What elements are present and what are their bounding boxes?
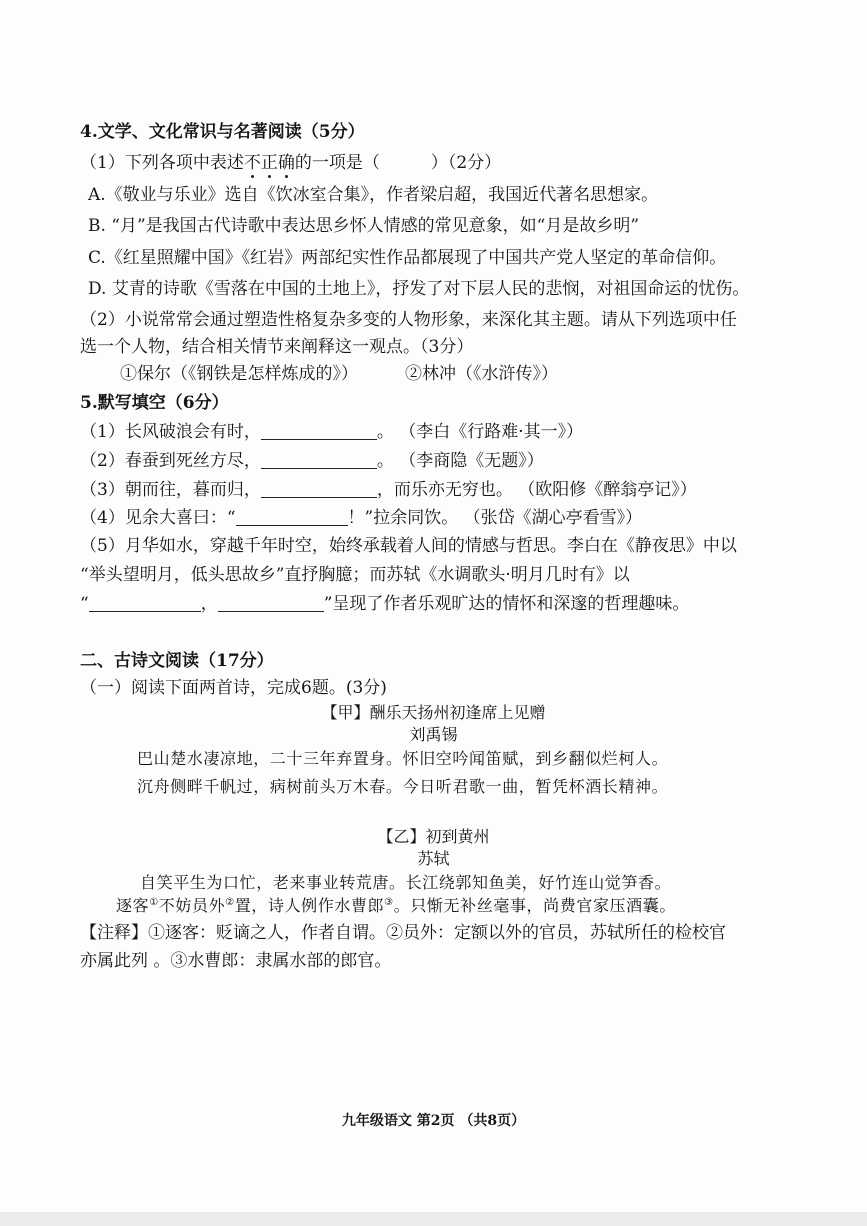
poem-a-line-1: 巴山楚水凄凉地，二十三年弃置身。怀旧空吟闻笛赋，到乡翻似烂柯人。 bbox=[137, 749, 669, 768]
fill-blank-5-line-2: “举头望明月，低头思故乡”直抒胸臆；而苏轼《水调歌头·明月几时有》以 bbox=[80, 565, 630, 585]
poem-a-author: 刘禹锡 bbox=[409, 725, 458, 744]
section-4-heading: 4.文学、文化常识与名著阅读（5分） bbox=[80, 122, 365, 142]
option-c: C.《红星照耀中国》《红岩》两部纪实性作品都展现了中国共产党人坚定的革命信仰。 bbox=[88, 248, 727, 268]
poem-b-text: 置，诗人例作水曹郎 bbox=[234, 896, 385, 915]
footnote-marker: ② bbox=[225, 897, 235, 908]
poem-b-author: 苏轼 bbox=[417, 849, 450, 868]
part-2-heading: 二、古诗文阅读（17分） bbox=[80, 651, 274, 671]
fill-blank-2 bbox=[80, 446, 544, 471]
footnote-marker: ③ bbox=[384, 897, 394, 908]
question-4-2-option-2: ②林冲（《水浒传》） bbox=[405, 364, 558, 384]
option-a: A.《敬业与乐业》选自《饮冰室合集》，作者梁启超，我国近代著名思想家。 bbox=[88, 185, 659, 205]
q1-text-pre: （1）下列各项中表述 bbox=[80, 153, 244, 173]
page-footer: 九年级语文 第2页 （共8页） bbox=[341, 1113, 526, 1129]
option-d: D. 艾青的诗歌《雪落在中国的土地上》，抒发了对下层人民的悲悯，对祖国命运的忧伤。 bbox=[88, 279, 750, 299]
quote-open: “ bbox=[80, 594, 89, 614]
emphasis-char: 正 bbox=[260, 153, 278, 173]
fill-2-source: 。 （李商隐《无题》） bbox=[376, 451, 544, 471]
subsection-1-heading: （一）阅读下面两首诗，完成6题。(3分) bbox=[80, 678, 387, 698]
question-4-1 bbox=[80, 148, 501, 173]
fill-4-source: ！”拉余同饮。 （张岱《湖心亭看雪》） bbox=[347, 508, 643, 528]
fill-3-prompt: （3）朝而往，暮而归， bbox=[80, 480, 261, 500]
q1-text-post: 的一项是（ ）（2分） bbox=[294, 153, 502, 173]
fill-4-prompt: （4）见余大喜曰：“ bbox=[80, 508, 236, 528]
question-4-2-line-1: （2）小说常常会通过塑造性格复杂多变的人物形象，来深化其主题。请从下列选项中任 bbox=[80, 310, 737, 330]
fill-1-prompt: （1）长风破浪会有时， bbox=[80, 422, 261, 442]
fill-blank-3 bbox=[80, 475, 697, 500]
emphasis-char: 确 bbox=[277, 153, 295, 173]
fill-blank-5-line-1: （5）月华如水，穿越千年时空，始终承载着人间的情感与哲思。李白在《静夜思》中以 bbox=[80, 536, 737, 556]
scan-edge bbox=[0, 1212, 867, 1226]
poem-b-text: 。只惭无补丝毫事，尚费官家压酒囊。 bbox=[393, 896, 676, 915]
fill-1-source: 。 （李白《行路难·其一》） bbox=[376, 422, 584, 442]
poem-a-title: 【甲】酬乐天扬州初逢席上见赠 bbox=[321, 703, 546, 722]
answer-blank[interactable] bbox=[236, 509, 348, 526]
fill-blank-5-line-3 bbox=[80, 589, 689, 614]
section-5-heading: 5.默写填空（6分） bbox=[80, 393, 229, 413]
annotation-line-2: 亦属此列 。③水曹郎：隶属水部的郎官。 bbox=[80, 951, 392, 971]
question-4-2-option-1: ①保尔（《钢铁是怎样炼成的》） bbox=[120, 364, 358, 384]
answer-blank[interactable] bbox=[261, 423, 377, 440]
emphasis-char: 不 bbox=[243, 153, 261, 173]
answer-blank[interactable] bbox=[261, 481, 377, 498]
footnote-marker: ① bbox=[149, 897, 159, 908]
comma: ， bbox=[200, 594, 218, 614]
answer-blank[interactable] bbox=[218, 595, 324, 612]
fill-5-tail: ”呈现了作者乐观旷达的情怀和深邃的哲理趣味。 bbox=[323, 594, 690, 614]
fill-blank-4 bbox=[80, 503, 642, 528]
poem-b-line-1: 自笑平生为口忙，老来事业转荒唐。长江绕郭知鱼美，好竹连山觉笋香。 bbox=[140, 873, 672, 892]
poem-b-text: 逐客 bbox=[116, 896, 150, 915]
answer-blank[interactable] bbox=[261, 452, 377, 469]
fill-blank-1 bbox=[80, 417, 583, 442]
annotation-line-1: 【注释】①逐客：贬谪之人，作者自谓。②员外：定额以外的官员，苏轼所任的检校官 bbox=[80, 923, 726, 943]
option-b: B. “月”是我国古代诗歌中表达思乡怀人情感的常见意象，如“月是故乡明” bbox=[88, 216, 640, 236]
fill-2-prompt: （2）春蚕到死丝方尽， bbox=[80, 451, 261, 471]
poem-b-title: 【乙】初到黄州 bbox=[377, 827, 490, 846]
answer-blank[interactable] bbox=[89, 595, 201, 612]
poem-a-line-2: 沉舟侧畔千帆过，病树前头万木春。今日听君歌一曲，暂凭杯酒长精神。 bbox=[137, 777, 669, 796]
question-4-2-line-2: 选一个人物，结合相关情节来阐释这一观点。（3分） bbox=[80, 337, 474, 357]
poem-b-line-2 bbox=[116, 893, 676, 916]
fill-3-source: ，而乐亦无穷也。 （欧阳修《醉翁亭记》） bbox=[376, 480, 697, 500]
poem-b-text: 不妨员外 bbox=[158, 896, 226, 915]
